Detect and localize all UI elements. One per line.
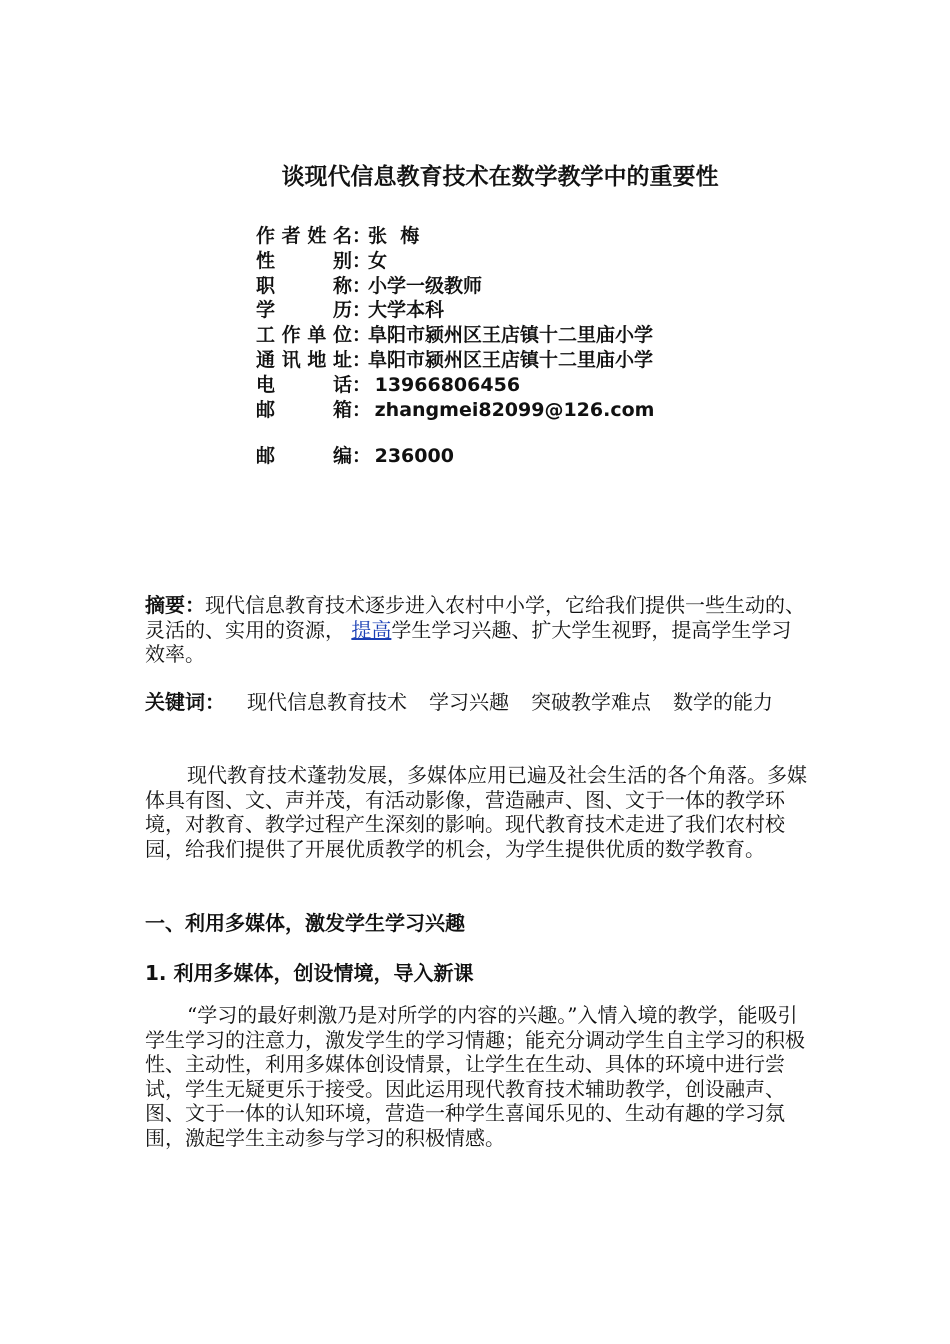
info-label: 学历 [256,299,352,322]
info-value: 张 梅 [368,225,420,247]
keyword-item: 数学的能力 [673,690,773,714]
document-title: 谈现代信息教育技术在数学教学中的重要性 [281,164,719,190]
info-row-email: 邮箱 ： zhangmei82099@126.com [256,398,655,421]
info-label: 邮箱 [256,398,352,421]
info-label: 职称 [256,274,352,297]
info-row-postcode: 邮编 ： 236000 [256,445,454,468]
body-paragraph: “学习的最好刺激乃是对所学的内容的兴趣。”入情入境的教学，能吸引学生学习的注意力，激发学生的学习情趣；能充分调动学生自主学习的积极性、主动性，利用多媒体创设情景，让学生在生动、具体的环境中进行尝试，学生无疑更乐于接受。因此运用现代教育技术辅助教学，创设融声、图、文于一体的认知环境，营造一种学生喜闻乐见的、生动有趣的学习氛围，激起学生主动参与学习的积极情感。 [145,1003,805,1150]
section-heading: 一、利用多媒体，激发学生学习兴趣 [145,911,465,935]
abstract-link[interactable]: 提高 [351,617,392,642]
abstract-label: 摘要： [145,593,205,617]
author-info [256,224,654,469]
info-value: 阜阳市颍州区王店镇十二里庙小学 [368,348,654,371]
info-label: 作者姓名 [256,225,352,247]
subsection-heading: 1. 利用多媒体，创设情境，导入新课 [145,961,474,985]
info-value: 女 [368,249,388,272]
abstract [145,593,810,667]
abstract-text-rest: 学生学习兴趣、扩大学生视野，提高学生学习效率。 [145,617,792,666]
info-row-name: 作者姓名 ： 张 梅 [256,225,420,247]
info-row-workplace: 工作单位 ： 阜阳市颍州区王店镇十二里庙小学 [256,324,654,347]
info-label: 通讯地址 [256,348,352,371]
info-value: 236000 [368,445,454,468]
info-row-address: 通讯地址 ： 阜阳市颍州区王店镇十二里庙小学 [256,348,654,371]
keyword-item: 学习兴趣 [429,690,509,714]
info-value: 13966806456 [368,373,521,396]
info-value: 小学一级教师 [368,274,483,297]
keywords-label: 关键词： [145,690,225,714]
info-row-education: 学历 ： 大学本科 [256,299,445,322]
info-value: 大学本科 [368,299,445,322]
info-label: 邮编 [256,445,352,468]
info-label: 工作单位 [256,324,352,347]
keywords [145,690,810,715]
info-label: 电话 [256,373,352,396]
info-label: 性别 [256,249,352,272]
info-value: 阜阳市颍州区王店镇十二里庙小学 [368,324,654,347]
info-row-phone: 电话 ： 13966806456 [256,373,521,396]
info-value: zhangmei82099@126.com [368,398,655,421]
info-row-title: 职称 ： 小学一级教师 [256,274,483,297]
info-row-gender: 性别 ： 女 [256,249,388,272]
abstract-text: 现代信息教育技术逐步进入农村中小学，它给我们提供一些生动的、灵活的、实用的资源， [145,593,805,642]
keyword-item: 突破教学难点 [531,690,651,714]
keyword-item: 现代信息教育技术 [247,690,407,714]
intro-paragraph: 现代教育技术蓬勃发展，多媒体应用已遍及社会生活的各个角落。多媒体具有图、文、声并茂，有活动影像，营造融声、图、文于一体的教学环境，对教育、教学过程产生深刻的影响。现代教育技术走进了我们农村校园，给我们提供了开展优质教学的机会，为学生提供优质的数学教育。 [145,763,807,861]
